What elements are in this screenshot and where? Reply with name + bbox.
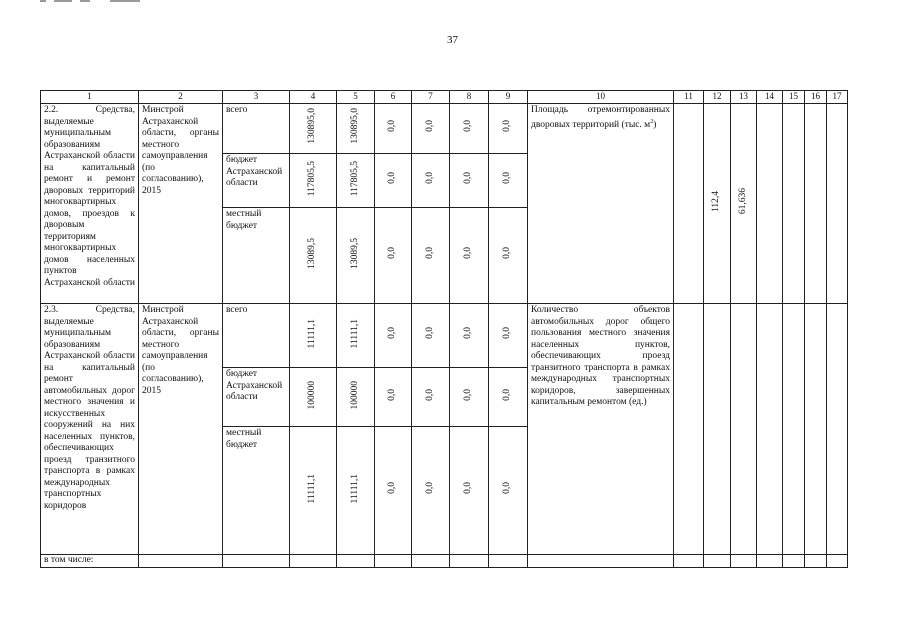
value-cell: 0,0 bbox=[502, 172, 513, 185]
value-cell: 0,0 bbox=[424, 172, 435, 185]
value-cell: 11111,1 bbox=[307, 318, 318, 348]
program-table bbox=[40, 90, 848, 568]
column-number: 8 bbox=[450, 91, 489, 104]
scan-artifact bbox=[40, 0, 140, 3]
value-cell: 0,0 bbox=[424, 120, 435, 133]
indicator-text: Площадь отремонтированных дворовых территорий (тыс. м bbox=[531, 105, 670, 130]
funding-source-label: всего bbox=[223, 304, 290, 368]
column-number: 5 bbox=[337, 91, 375, 104]
value-cell: 0,0 bbox=[387, 388, 398, 401]
value-cell: 0,0 bbox=[463, 388, 474, 401]
column-number: 13 bbox=[731, 91, 757, 104]
value-cell: 11111,1 bbox=[307, 473, 318, 503]
funding-source-label: местный бюджет bbox=[223, 208, 290, 304]
measure-name: 2.3. Средства, выделяемые муниципальным образованиям Астраханской области на капитальный ремонт автомобильных дорог местного значения и искусственных сооружений на них населенных пунктов, обеспечивающих проезд транзитного транспорта в рамках международных транспортных коридоров bbox=[41, 304, 139, 555]
value-cell: 0,0 bbox=[387, 247, 398, 260]
value-cell: 0,0 bbox=[424, 247, 435, 260]
funding-source-label: бюджет Астраханской области bbox=[223, 368, 290, 427]
column-number: 4 bbox=[290, 91, 337, 104]
page-number: 37 bbox=[447, 34, 458, 46]
value-cell: 0,0 bbox=[502, 120, 513, 133]
value-cell: 0,0 bbox=[463, 172, 474, 185]
value-cell: 0,0 bbox=[387, 120, 398, 133]
value-cell: 100000 bbox=[349, 380, 360, 409]
value-cell: 0,0 bbox=[424, 327, 435, 340]
value-cell: 13089,5 bbox=[307, 237, 318, 269]
value-cell: 0,0 bbox=[502, 388, 513, 401]
value-cell: 0,0 bbox=[424, 482, 435, 495]
column-number: 17 bbox=[827, 91, 848, 104]
table-row bbox=[41, 555, 848, 568]
value-cell: 0,0 bbox=[387, 482, 398, 495]
value-cell: 0,0 bbox=[502, 327, 513, 340]
column-number: 14 bbox=[757, 91, 783, 104]
value-cell: 0,0 bbox=[463, 247, 474, 260]
column-number: 3 bbox=[223, 91, 290, 104]
column-number: 16 bbox=[805, 91, 827, 104]
subtotal-label: в том числе: bbox=[41, 555, 139, 568]
value-cell: 0,0 bbox=[463, 482, 474, 495]
table-row bbox=[41, 304, 848, 368]
value-cell: 11111,1 bbox=[349, 318, 360, 348]
column-number: 7 bbox=[412, 91, 450, 104]
column-number: 9 bbox=[489, 91, 528, 104]
value-cell: 0,0 bbox=[424, 388, 435, 401]
measure-name: 2.2. Средства, выделяемые муниципальным образованиям Астраханской области на капитальный ремонт и ремонт дворовых территорий многоквартирных домов, проездов к дворовым территориям многоквартирных домов населенных пунктов Астраханской области bbox=[41, 104, 139, 304]
value-cell: 61,636 bbox=[737, 188, 748, 215]
indicator-end: ) bbox=[653, 119, 657, 130]
value-cell: 100000 bbox=[307, 380, 318, 409]
indicator-sup: 2 bbox=[650, 118, 654, 125]
column-number: 12 bbox=[704, 91, 731, 104]
funding-source-label: всего bbox=[223, 104, 290, 154]
value-cell: 0,0 bbox=[463, 327, 474, 340]
column-number: 1 bbox=[41, 91, 139, 104]
value-cell: 11111,1 bbox=[349, 473, 360, 503]
column-number: 11 bbox=[674, 91, 704, 104]
funding-source-label: бюджет Астраханской области bbox=[223, 154, 290, 208]
executor: Минстрой Астраханской области, органы местного самоуправления (по согласованию), 2015 bbox=[139, 304, 223, 555]
table-row bbox=[41, 104, 848, 154]
value-cell: 0,0 bbox=[502, 482, 513, 495]
value-cell: 0,0 bbox=[502, 247, 513, 260]
value-cell: 117805,5 bbox=[307, 160, 318, 196]
column-number-row bbox=[41, 91, 848, 104]
value-cell: 130895,0 bbox=[307, 108, 318, 145]
column-number: 2 bbox=[139, 91, 223, 104]
executor: Минстрой Астраханской области, органы местного самоуправления (по согласованию), 2015 bbox=[139, 104, 223, 304]
column-number: 10 bbox=[528, 91, 674, 104]
value-cell: 0,0 bbox=[463, 120, 474, 133]
value-cell: 112,4 bbox=[711, 190, 722, 212]
funding-source-label: местный бюджет bbox=[223, 427, 290, 555]
indicator: Количество объектов автомобильных дорог общего пользования местного значения населенных пунктов, обеспечивающих проезд транзитного транспорта в рамках международных транспортных коридоров, завершенных капитальным ремонтом (ед.) bbox=[528, 304, 674, 555]
value-cell: 0,0 bbox=[387, 327, 398, 340]
column-number: 6 bbox=[375, 91, 412, 104]
value-cell: 130895,0 bbox=[349, 108, 360, 145]
value-cell: 117805,5 bbox=[349, 160, 360, 196]
column-number: 15 bbox=[783, 91, 805, 104]
value-cell: 13089,5 bbox=[349, 237, 360, 269]
indicator bbox=[528, 104, 674, 304]
value-cell: 0,0 bbox=[387, 172, 398, 185]
